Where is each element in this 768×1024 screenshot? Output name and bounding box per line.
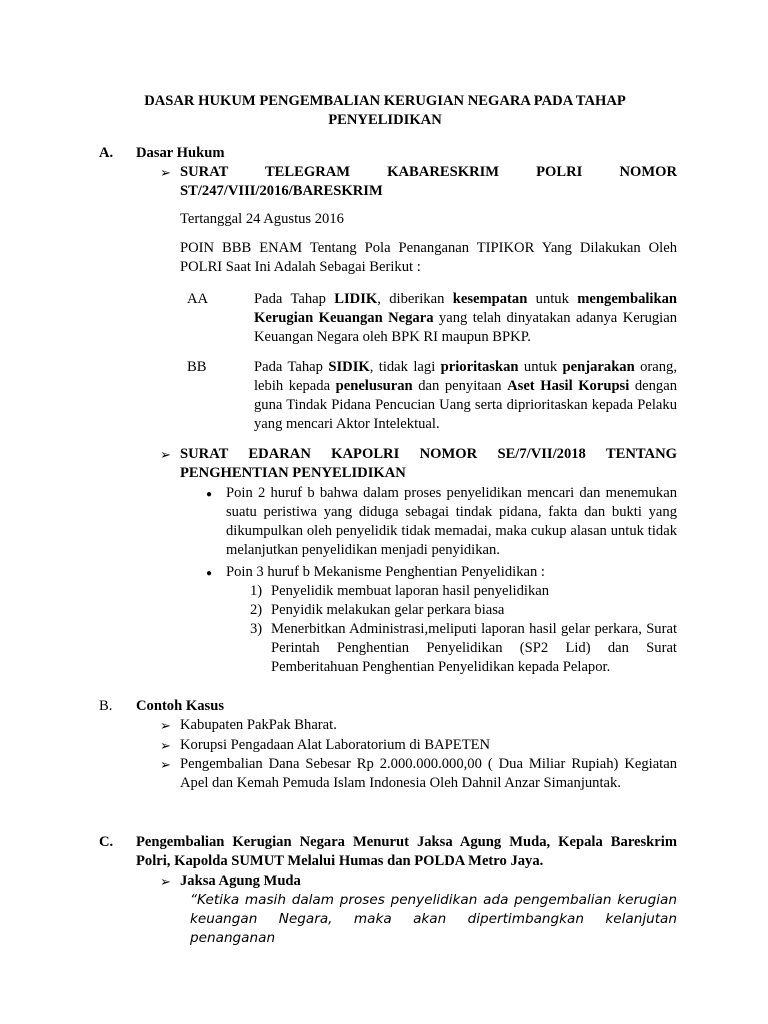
aa-text-run: Pada Tahap [254, 291, 335, 307]
quote-line-1: “Ketika masih dalam proses penyelidikan ada pengembalian kerugian [190, 892, 677, 908]
aa-text-run: mengembalikan Kerugian Keuangan Negara [254, 291, 677, 326]
arrow-bullet-icon: ➢ [160, 447, 171, 462]
section-b-heading: Contoh Kasus [136, 698, 224, 714]
aa-text [254, 290, 677, 347]
section-c-heading: Pengembalian Kerugian Negara Menurut Jaksa Agung Muda, Kepala Bareskrim Polri, Kapolda SUMUT Melalui Humas dan POLDA Metro Jaya. [136, 834, 677, 869]
item2-line-1: SURAT EDARAN KAPOLRI NOMOR SE/7/VII/2018 TENTANG [180, 446, 677, 462]
arrow-bullet-icon: ➢ [160, 738, 171, 753]
date-text: Tertanggal 24 Agustus 2016 [180, 211, 344, 227]
document-title [100, 92, 670, 130]
bb-text [254, 358, 677, 434]
arrow-bullet-icon: ➢ [160, 757, 171, 772]
aa-text-run: untuk [527, 291, 578, 307]
numbered-2-text: Penyidik melakukan gelar perkara biasa [271, 602, 505, 618]
bb-text-run: dengan guna Tindak Pidana Pencucian Uang serta diprioritaskan kepada Pelaku yang mencari Aktor Intelektual. [254, 378, 677, 432]
item2-line-2: PENGHENTIAN PENYELIDIKAN [180, 465, 406, 481]
bb-label: BB [187, 359, 207, 375]
bb-text-run: , tidak lagi [369, 359, 441, 375]
aa-text-run: , diberikan [377, 291, 453, 307]
bb-text-run: SIDIK [328, 359, 370, 375]
section-a-letter: A. [99, 145, 114, 161]
bullet-2-text: Poin 3 huruf b Mekanisme Penghentian Penyelidikan : [226, 564, 545, 580]
section-a-heading: Dasar Hukum [136, 145, 225, 161]
bullet-1-text: Poin 2 huruf b bahwa dalam proses penyelidikan mencari dan menemukan suatu peristiwa yang diduga sebagai tindak pidana, fakta dan bukti yang dikumpulkan oleh penyelidik tidak memadai, maka cukup alasan untuk tidak melanjutkan penyelidikan menjadi penyidikan. [226, 485, 677, 558]
bb-text-run: dan penyitaan [412, 378, 508, 394]
numbered-1-label: 1) [250, 583, 263, 599]
item1-line-2: ST/247/VIII/2016/BARESKRIM [180, 183, 383, 199]
bb-text-run: penjarakan [562, 359, 635, 375]
item1-line-1: SURAT TELEGRAM KABARESKRIM POLRI NOMOR [180, 164, 677, 180]
section-c-letter: C. [99, 834, 114, 850]
aa-text-run: yang telah dinyatakan adanya Kerugian Keuangan Negara oleh BPK RI maupun BPKP. [254, 310, 678, 345]
case-item-2: Korupsi Pengadaan Alat Laboratorium di BAPETEN [180, 737, 491, 753]
numbered-1-text: Penyelidik membuat laporan hasil penyelidikan [271, 583, 550, 599]
aa-label: AA [187, 291, 209, 307]
bb-text-run: prioritaskan [440, 359, 519, 375]
case-item-1: Kabupaten PakPak Bharat. [180, 717, 337, 733]
section-b-letter: B. [99, 698, 113, 714]
aa-text-run: kesempatan [452, 291, 528, 307]
arrow-bullet-icon: ➢ [160, 165, 171, 180]
bb-text-run: Aset Hasil Korupsi [507, 378, 630, 394]
aa-text-run: LIDIK [334, 291, 378, 307]
case-item-3: Pengembalian Dana Sebesar Rp 2.000.000.000,00 ( Dua Miliar Rupiah) Kegiatan Apel dan Kemah Pemuda Islam Indonesia Oleh Dahnil Anzar Simanjuntak. [180, 756, 677, 791]
arrow-bullet-icon: ➢ [160, 718, 171, 733]
numbered-3-text: Menerbitkan Administrasi,meliputi laporan hasil gelar perkara, Surat Perintah Penghentian Penyelidikan (SP2 Lid) dan Surat Pemberitahuan Penghentian Penyelidikan kepada Pelapor. [271, 621, 677, 675]
numbered-2-label: 2) [250, 602, 263, 618]
dot-bullet-icon: ● [206, 568, 213, 579]
bb-text-run: Pada Tahap [254, 359, 329, 375]
quote-line-2: keuangan Negara, maka akan dipertimbangkan kelanjutan penanganan [190, 911, 677, 946]
bb-text-run: penelusuran [335, 378, 413, 394]
title-line-2: PENYELIDIKAN [328, 112, 442, 128]
bb-text-run: orang, lebih kepada [254, 359, 677, 394]
bb-text-run: untuk [518, 359, 563, 375]
title-line-1: DASAR HUKUM PENGEMBALIAN KERUGIAN NEGARA PADA TAHAP [144, 93, 626, 109]
numbered-3-label: 3) [250, 621, 263, 637]
dot-bullet-icon: ● [206, 489, 213, 500]
poin-text: POIN BBB ENAM Tentang Pola Penanganan TIPIKOR Yang Dilakukan Oleh POLRI Saat Ini Adalah Sebagai Berikut : [180, 240, 677, 275]
arrow-bullet-icon: ➢ [160, 874, 171, 889]
section-c-sub: Jaksa Agung Muda [180, 873, 301, 889]
